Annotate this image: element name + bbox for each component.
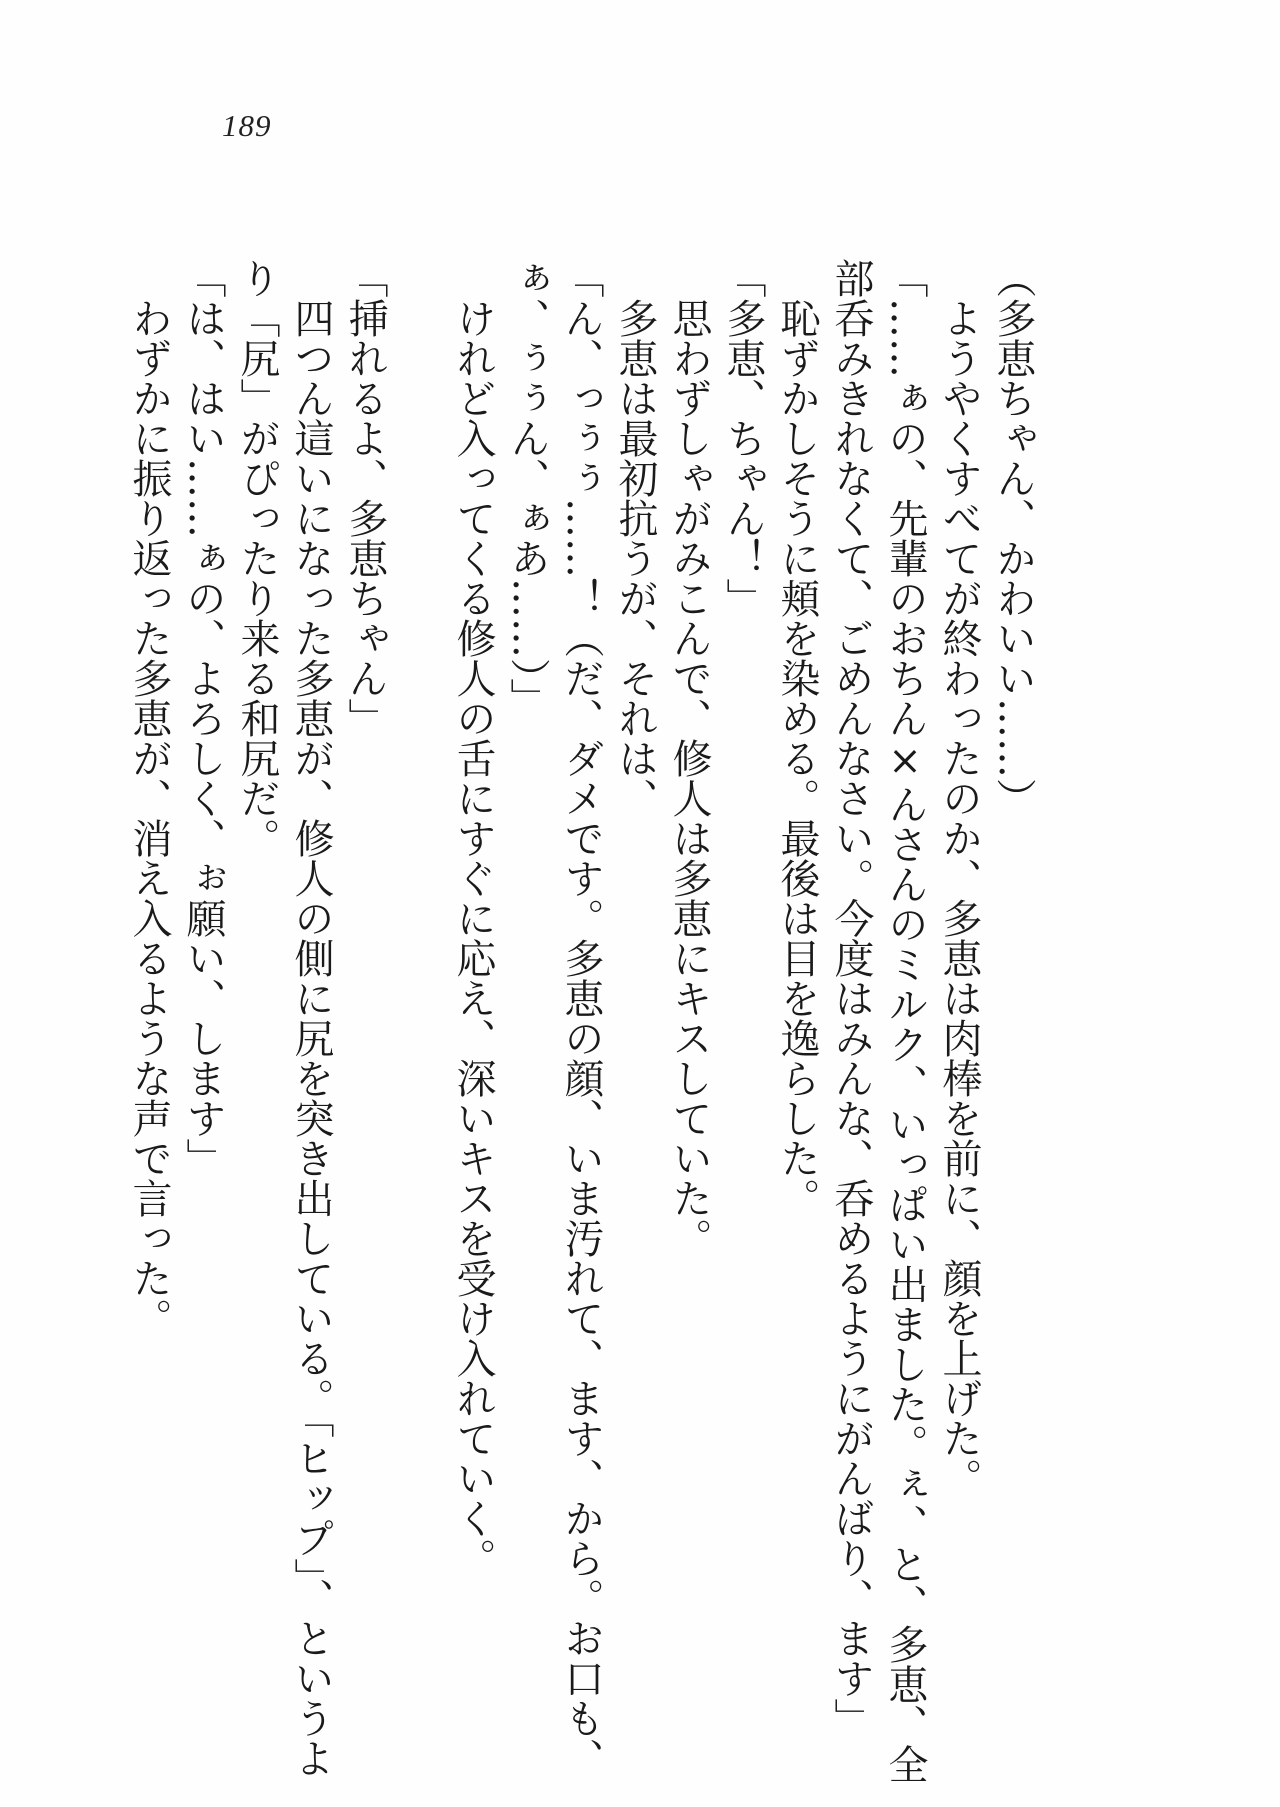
text-line: 多恵は最初抗うが、それは、 (612, 258, 658, 818)
page-number: 189 (222, 108, 272, 143)
text-line: ようやくすべてが終わったのか、多恵は肉棒を前に、顔を上げた。 (936, 258, 982, 1498)
body-text (122, 258, 1040, 1784)
text-line: り「尻」がぴったり来る和尻だ。 (234, 258, 280, 858)
text-line: 恥ずかしそうに頬を染める。最後は目を逸らした。 (774, 258, 820, 1218)
text-line: 思わずしゃがみこんで、修人は多恵にキスしていた。 (666, 258, 712, 1258)
text-line: わずかに振り返った多恵が、消え入るような声で言った。 (126, 258, 172, 1338)
text-line: けれど入ってくる修人の舌にすぐに応え、深いキスを受け入れていく。 (450, 258, 496, 1578)
text-line: 「は、はい……ぁの、よろしく、ぉ願い、します」 (180, 258, 226, 1178)
text-line: 「多恵、ちゃん！」 (720, 258, 766, 618)
text-line: ぁ、ぅぅん、ぁあ……）」 (504, 258, 550, 718)
text-line: 「挿れるよ、多恵ちゃん」 (342, 258, 388, 738)
text-line: 部呑みきれなくて、ごめんなさい。今度はみんな、呑めるようにがんばり、ます」 (828, 258, 874, 1738)
text-line: 四つん這いになった多恵が、修人の側に尻を突き出している。「ヒップ」、というよ (288, 258, 334, 1778)
text-line: （多恵ちゃん、かわいい……） (990, 258, 1036, 818)
text-line: 「ん、っぅぅ……！（だ、ダメです。多恵の顔、いま汚れて、ます、から。お口も、 (558, 258, 604, 1778)
text-line: 「……ぁの、先輩のおちん×んさんのミルク、いっぱい出ました。ぇ、と、多恵、全 (882, 258, 928, 1784)
section-break (392, 258, 446, 1628)
